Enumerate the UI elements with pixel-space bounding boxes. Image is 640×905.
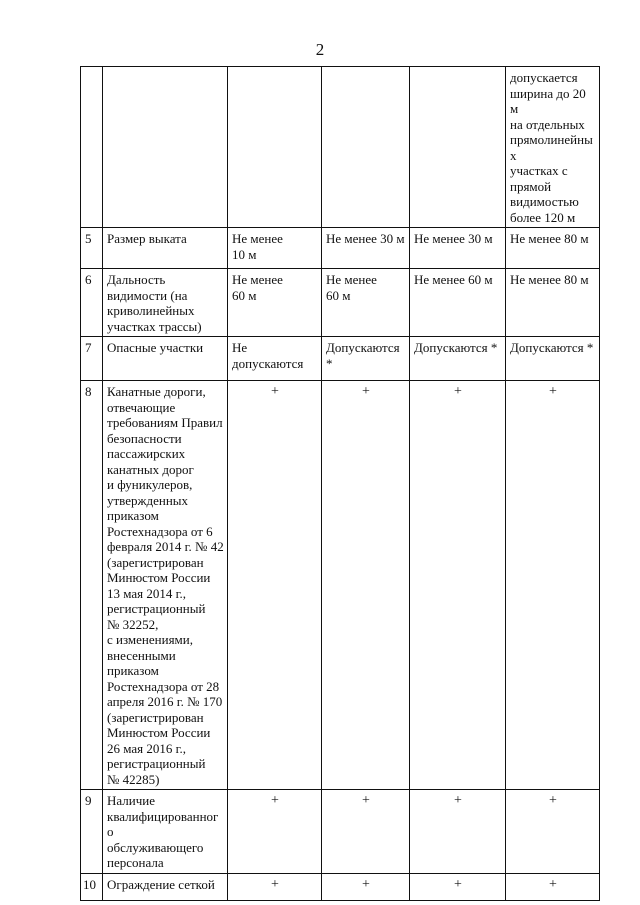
row-value-2: + bbox=[322, 790, 410, 874]
row-value-2: + bbox=[322, 381, 410, 790]
row-number bbox=[81, 67, 103, 228]
row-value-3 bbox=[410, 67, 506, 228]
row-parameter bbox=[103, 67, 228, 228]
row-value-1 bbox=[228, 67, 322, 228]
row-value-4: + bbox=[506, 790, 600, 874]
row-parameter: Ограждение сеткой bbox=[103, 873, 228, 900]
row-number: 5 bbox=[81, 228, 103, 269]
table-row bbox=[81, 873, 600, 900]
row-value-4: Не менее 80 м bbox=[506, 269, 600, 337]
row-value-2 bbox=[322, 67, 410, 228]
row-value-1: + bbox=[228, 381, 322, 790]
row-value-1: Не менее 10 м bbox=[228, 228, 322, 269]
row-value-4: допускается ширина до 20 м на отдельных прямолинейных участках с прямой видимостью более 120 м bbox=[506, 67, 600, 228]
row-value-4: Не менее 80 м bbox=[506, 228, 600, 269]
row-value-1: + bbox=[228, 873, 322, 900]
row-value-1: Не менее 60 м bbox=[228, 269, 322, 337]
row-value-4: Допускаются * bbox=[506, 337, 600, 381]
row-parameter: Размер выката bbox=[103, 228, 228, 269]
row-value-1: Не допускаются bbox=[228, 337, 322, 381]
row-number: 8 bbox=[81, 381, 103, 790]
table-row bbox=[81, 228, 600, 269]
row-value-3: + bbox=[410, 790, 506, 874]
row-value-2: + bbox=[322, 873, 410, 900]
row-number: 7 bbox=[81, 337, 103, 381]
table-row bbox=[81, 790, 600, 874]
row-value-2: Допускаются* bbox=[322, 337, 410, 381]
row-value-3: Допускаются * bbox=[410, 337, 506, 381]
row-parameter: Дальность видимости (на криволинейных участках трассы) bbox=[103, 269, 228, 337]
table-row bbox=[81, 381, 600, 790]
row-parameter: Наличие квалифицированного обслуживающего персонала bbox=[103, 790, 228, 874]
row-number: 6 bbox=[81, 269, 103, 337]
table-row bbox=[81, 67, 600, 228]
row-number: 10 bbox=[81, 873, 103, 900]
row-value-1: + bbox=[228, 790, 322, 874]
row-value-4: + bbox=[506, 873, 600, 900]
row-value-3: Не менее 60 м bbox=[410, 269, 506, 337]
row-value-4: + bbox=[506, 381, 600, 790]
row-value-3: Не менее 30 м bbox=[410, 228, 506, 269]
row-value-2: Не менее 60 м bbox=[322, 269, 410, 337]
row-value-3: + bbox=[410, 381, 506, 790]
requirements-table bbox=[80, 66, 600, 901]
row-number: 9 bbox=[81, 790, 103, 874]
row-parameter: Опасные участки bbox=[103, 337, 228, 381]
table-row bbox=[81, 269, 600, 337]
page-number: 2 bbox=[315, 40, 325, 59]
row-value-2: Не менее 30 м bbox=[322, 228, 410, 269]
row-value-3: + bbox=[410, 873, 506, 900]
table-row bbox=[81, 337, 600, 381]
row-parameter: Канатные дороги, отвечающие требованиям Правил безопасности пассажирских канатных дорог и фуникулеров, утвержденных приказом Ростехнадзора от 6 февраля 2014 г. № 42 (зарегистрирован Минюстом России 13 мая 2014 г., регистрационный № 32252, с изменениями, внесенными приказом Ростехнадзора от 28 апреля 2016 г. № 170 (зарегистрирован Минюстом России 26 мая 2016 г., регистрационный № 42285) bbox=[103, 381, 228, 790]
